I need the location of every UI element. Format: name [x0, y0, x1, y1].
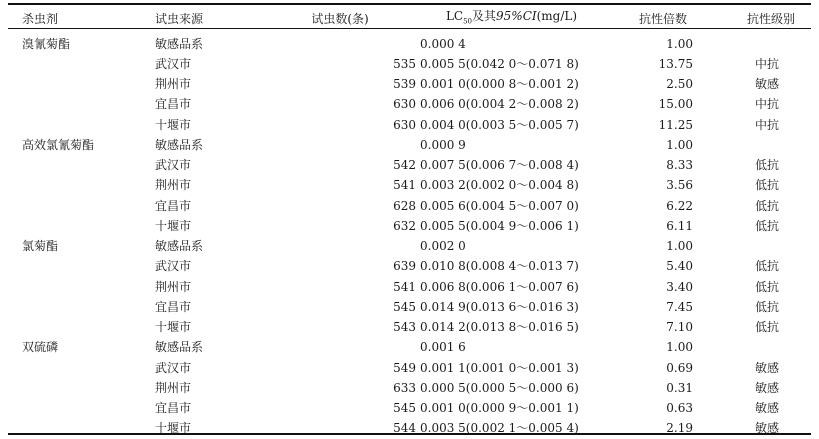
cell-lc50-ci: 0.005 5(0.042 0～0.071 8) [420, 56, 579, 71]
cell-resistance-ratio: 8.33 [666, 158, 693, 173]
cell-source: 宜昌市 [155, 299, 192, 314]
cell-count [260, 236, 420, 256]
table-row [0, 256, 819, 276]
cell-resistance-level: 中抗 [754, 56, 779, 71]
cell-resistance-ratio: 15.00 [658, 97, 693, 112]
table-header [0, 4, 819, 33]
table-row [0, 216, 819, 236]
cell-resistance-level: 低抗 [754, 158, 779, 173]
header-resistance-ratio: 抗性倍数 [638, 11, 687, 26]
cell-resistance-level: 敏感 [754, 360, 779, 375]
table-row [0, 155, 819, 175]
cell-count: 628 [393, 198, 416, 213]
cell-source: 宜昌市 [155, 97, 192, 112]
cell-resistance-ratio: 1.00 [666, 340, 693, 355]
table-row [0, 236, 819, 256]
table-row [0, 378, 819, 398]
cell-lc50-ci: 0.014 2(0.013 8～0.016 5) [420, 320, 579, 335]
header-lc-prefix: LC [445, 9, 464, 23]
cell-resistance-ratio: 11.25 [658, 117, 693, 132]
cell-resistance-ratio: 1.00 [666, 137, 693, 152]
cell-insecticide [0, 378, 145, 398]
cell-count: 630 [393, 117, 416, 132]
cell-lc50-ci: 0.001 0(0.000 8～0.001 2) [420, 77, 579, 92]
cell-lc50-ci: 0.000 4 [420, 36, 466, 51]
cell-insecticide [0, 175, 145, 195]
table-row [0, 94, 819, 114]
cell-insecticide [0, 114, 145, 134]
cell-source: 敏感品系 [155, 36, 204, 51]
cell-count: 549 [393, 360, 416, 375]
cell-insecticide: 双硫磷 [22, 340, 59, 355]
cell-insecticide [0, 256, 145, 276]
cell-source: 武汉市 [155, 259, 192, 274]
cell-resistance-level: 敏感 [754, 77, 779, 92]
cell-insecticide [0, 297, 145, 317]
header-insecticide: 杀虫剂 [22, 11, 59, 26]
table-row [0, 135, 819, 155]
cell-source: 敏感品系 [155, 137, 204, 152]
cell-count: 543 [393, 320, 416, 335]
table-row [0, 357, 819, 377]
cell-count: 539 [393, 77, 416, 92]
cell-insecticide [0, 357, 145, 377]
cell-insecticide: 溴氰菊酯 [22, 36, 71, 51]
cell-insecticide [0, 418, 145, 438]
cell-resistance-ratio: 6.11 [666, 218, 693, 233]
cell-resistance-level: 低抗 [754, 299, 779, 314]
cell-source: 荆州市 [155, 380, 192, 395]
cell-lc50-ci: 0.014 9(0.013 6～0.016 3) [420, 299, 579, 314]
table-body [0, 33, 819, 438]
cell-count: 541 [393, 178, 416, 193]
header-lc-unit: (mg/L) [536, 9, 578, 23]
cell-resistance-ratio: 3.56 [666, 178, 693, 193]
cell-lc50-ci: 0.007 5(0.006 7～0.008 4) [420, 158, 579, 173]
cell-lc50-ci: 0.006 8(0.006 1～0.007 6) [420, 279, 579, 294]
cell-lc50-ci: 0.002 0 [420, 239, 466, 254]
cell-count: 542 [393, 158, 416, 173]
cell-resistance-ratio: 1.00 [666, 239, 693, 254]
cell-lc50-ci: 0.006 0(0.004 2～0.008 2) [420, 97, 579, 112]
cell-insecticide [0, 155, 145, 175]
cell-resistance-ratio: 0.63 [666, 401, 693, 416]
cell-lc50-ci: 0.003 5(0.002 1～0.005 4) [420, 421, 579, 436]
table-row [0, 337, 819, 357]
cell-insecticide: 高效氯氰菊酯 [22, 137, 95, 152]
cell-resistance-level: 敏感 [754, 401, 779, 416]
cell-resistance-level [723, 135, 819, 155]
cell-source: 宜昌市 [155, 198, 192, 213]
cell-source: 十堰市 [155, 421, 192, 436]
cell-resistance-level [723, 33, 819, 53]
header-lc50 [420, 4, 603, 33]
table-row [0, 114, 819, 134]
header-lc-ci: CI [522, 9, 537, 23]
cell-resistance-level: 低抗 [754, 198, 779, 213]
cell-count [260, 33, 420, 53]
cell-resistance-ratio: 7.45 [666, 299, 693, 314]
cell-lc50-ci: 0.004 0(0.003 5～0.005 7) [420, 117, 579, 132]
header-count: 试虫数(条) [311, 11, 369, 26]
header-row [0, 4, 819, 33]
cell-insecticide [0, 54, 145, 74]
cell-resistance-ratio: 13.75 [658, 56, 693, 71]
cell-count: 545 [393, 401, 416, 416]
cell-resistance-level: 低抗 [754, 259, 779, 274]
cell-insecticide [0, 195, 145, 215]
cell-lc50-ci: 0.003 2(0.002 0～0.004 8) [420, 178, 579, 193]
cell-resistance-ratio: 6.22 [666, 198, 693, 213]
table-row [0, 33, 819, 53]
table-row [0, 398, 819, 418]
cell-count [260, 337, 420, 357]
cell-source: 敏感品系 [155, 239, 204, 254]
table-row [0, 175, 819, 195]
cell-count: 535 [393, 56, 416, 71]
header-lc-sub: 50 [463, 17, 473, 26]
cell-lc50-ci: 0.000 9 [420, 137, 466, 152]
cell-count: 639 [393, 259, 416, 274]
cell-insecticide [0, 317, 145, 337]
resistance-table [0, 4, 819, 438]
cell-resistance-level: 低抗 [754, 320, 779, 335]
cell-resistance-ratio: 3.40 [666, 279, 693, 294]
cell-source: 敏感品系 [155, 340, 204, 355]
cell-source: 十堰市 [155, 117, 192, 132]
table-row [0, 54, 819, 74]
cell-insecticide [0, 94, 145, 114]
cell-insecticide [0, 398, 145, 418]
cell-source: 荆州市 [155, 77, 192, 92]
cell-lc50-ci: 0.001 0(0.000 9～0.001 1) [420, 401, 579, 416]
cell-resistance-ratio: 5.40 [666, 259, 693, 274]
cell-resistance-level [723, 236, 819, 256]
cell-lc50-ci: 0.001 1(0.001 0～0.001 3) [420, 360, 579, 375]
cell-source: 宜昌市 [155, 401, 192, 416]
cell-resistance-ratio: 7.10 [666, 320, 693, 335]
cell-resistance-ratio: 0.31 [666, 380, 693, 395]
cell-count: 544 [393, 421, 416, 436]
table-row [0, 195, 819, 215]
cell-source: 武汉市 [155, 158, 192, 173]
cell-insecticide [0, 276, 145, 296]
cell-count [260, 135, 420, 155]
cell-lc50-ci: 0.001 6 [420, 340, 466, 355]
header-lc-middle: 及其 [472, 9, 497, 23]
cell-count: 633 [393, 380, 416, 395]
cell-resistance-ratio: 1.00 [666, 36, 693, 51]
cell-lc50-ci: 0.000 5(0.000 5～0.000 6) [420, 380, 579, 395]
cell-resistance-level [723, 337, 819, 357]
cell-lc50-ci: 0.005 6(0.004 5～0.007 0) [420, 198, 579, 213]
header-source: 试虫来源 [155, 11, 204, 26]
cell-resistance-level: 中抗 [754, 117, 779, 132]
header-resistance-level: 抗性级别 [746, 11, 795, 26]
cell-resistance-level: 中抗 [754, 97, 779, 112]
cell-resistance-level: 低抗 [754, 279, 779, 294]
table-row [0, 317, 819, 337]
table-row [0, 74, 819, 94]
cell-count: 632 [393, 218, 416, 233]
cell-count: 630 [393, 97, 416, 112]
cell-lc50-ci: 0.005 5(0.004 9～0.006 1) [420, 218, 579, 233]
cell-resistance-level: 低抗 [754, 178, 779, 193]
cell-count: 541 [393, 279, 416, 294]
cell-source: 荆州市 [155, 279, 192, 294]
cell-resistance-ratio: 0.69 [666, 360, 693, 375]
cell-resistance-ratio: 2.19 [666, 421, 693, 436]
cell-source: 十堰市 [155, 320, 192, 335]
cell-source: 武汉市 [155, 360, 192, 375]
cell-source: 十堰市 [155, 218, 192, 233]
cell-resistance-ratio: 2.50 [666, 77, 693, 92]
table-row [0, 418, 819, 438]
cell-resistance-level: 敏感 [754, 380, 779, 395]
cell-resistance-level: 敏感 [754, 421, 779, 436]
cell-insecticide [0, 216, 145, 236]
cell-count: 545 [393, 299, 416, 314]
cell-resistance-level: 低抗 [754, 218, 779, 233]
cell-insecticide [0, 74, 145, 94]
header-lc-ci-num: 95% [496, 9, 523, 23]
cell-source: 武汉市 [155, 56, 192, 71]
table-row [0, 297, 819, 317]
table-row [0, 276, 819, 296]
cell-insecticide: 氯菊酯 [22, 239, 59, 254]
cell-lc50-ci: 0.010 8(0.008 4～0.013 7) [420, 259, 579, 274]
cell-source: 荆州市 [155, 178, 192, 193]
